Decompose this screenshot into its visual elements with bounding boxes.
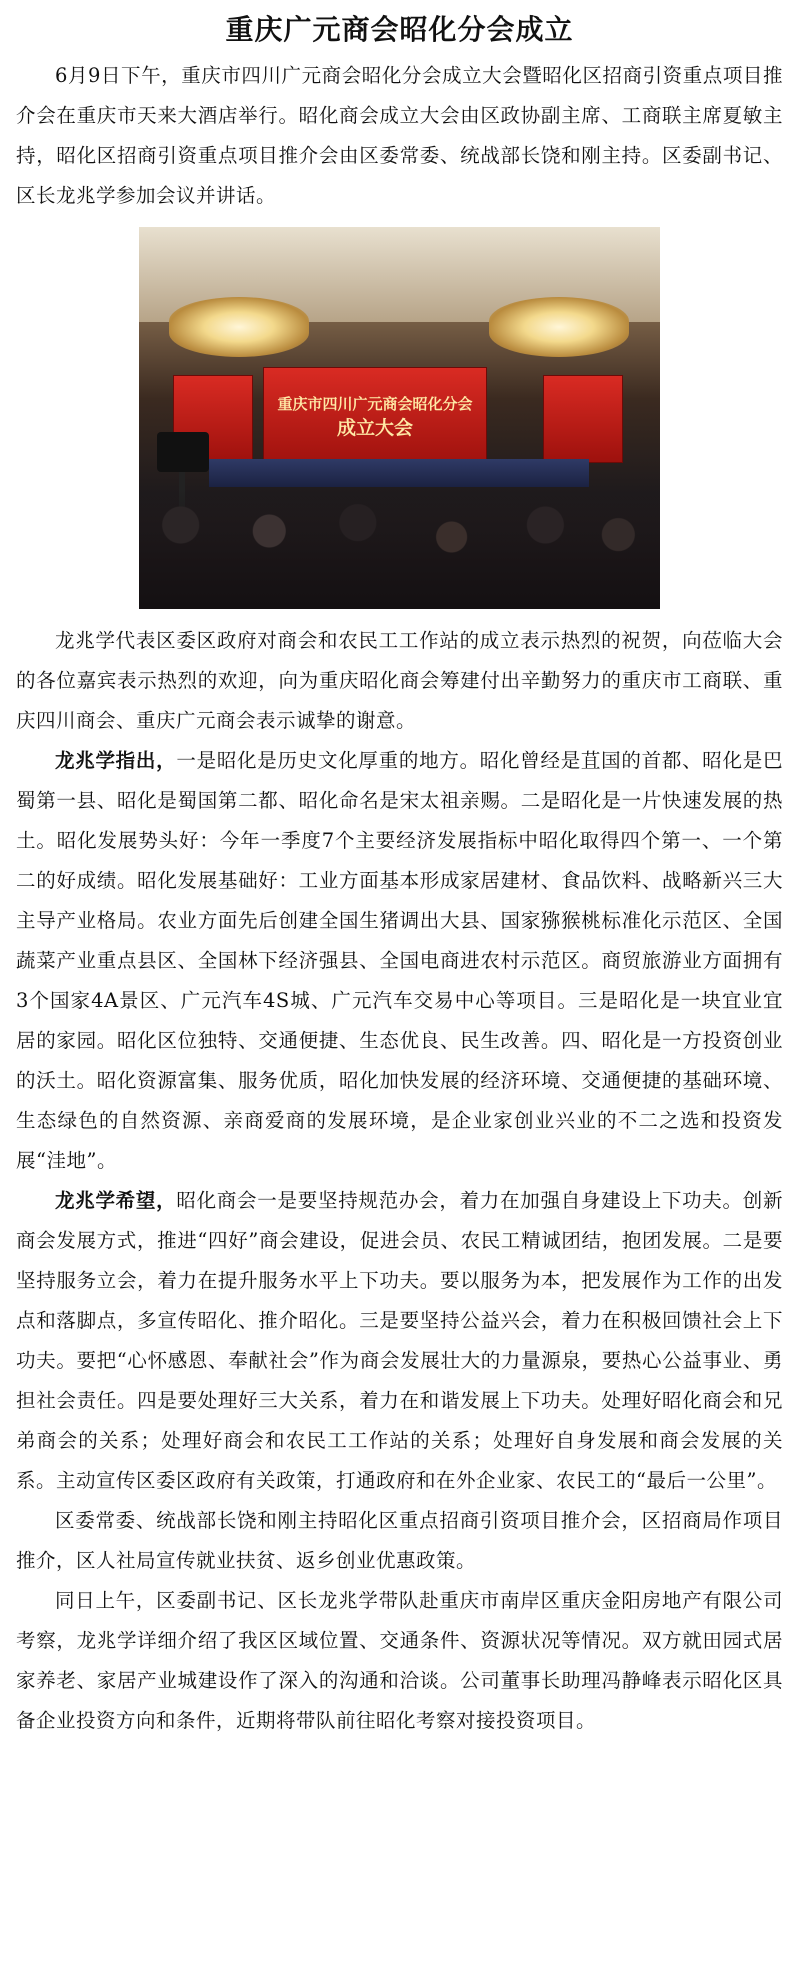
paragraph-congratulations: 龙兆学代表区委区政府对商会和农民工工作站的成立表示热烈的祝贺，向莅临大会的各位嘉宾表示热烈的欢迎，向为重庆昭化商会筹建付出辛勤努力的重庆市工商联、重庆四川商会、重庆广元商会表示诚挚的谢意。 (16, 629, 783, 732)
stage-main-screen (263, 367, 487, 467)
paragraph-project-promotion: 区委常委、统战部长饶和刚主持昭化区重点招商引资项目推介会，区招商局作项目推介，区人社局宣传就业扶贫、返乡创业优惠政策。 (16, 1509, 783, 1572)
paragraph-hopes-body: 昭化商会一是要坚持规范办会，着力在加强自身建设上下功夫。创新商会发展方式，推进“四好”商会建设，促进会员、农民工精诚团结，抱团发展。二是要坚持服务立会，着力在提升服务水平上下功夫。要以服务为本，把发展作为工作的出发点和落脚点，多宣传昭化、推介昭化。三是要坚持公益兴会，着力在积极回馈社会上下功夫。要把“心怀感恩、奉献社会”作为商会发展壮大的力量源泉，要热心公益事业、勇担社会责任。四是要处理好三大关系，着力在和谐发展上下功夫。处理好昭化商会和兄弟商会的关系；处理好商会和农民工工作站的关系；处理好自身发展和商会发展的关系。主动宣传区委区政府有关政策，打通政府和在外企业家、农民工的“最后一公里”。 (16, 1189, 783, 1492)
screen-text-line-2: 成立大会 (336, 417, 413, 439)
stage-table (209, 459, 589, 487)
paragraph-site-visit: 同日上午，区委副书记、区长龙兆学带队赴重庆市南岸区重庆金阳房地产有限公司考察，龙兆学详细介绍了我区区域位置、交通条件、资源状况等情况。双方就田园式居家养老、家居产业城建设作了深入的沟通和洽谈。公司董事长助理冯静峰表示昭化区具备企业投资方向和条件，近期将带队前往昭化考察对接投资项目。 (16, 1589, 783, 1732)
video-camera (157, 432, 209, 472)
chandelier-left (169, 297, 309, 357)
article-title: 重庆广元商会昭化分会成立 (225, 13, 574, 46)
chandelier-right (489, 297, 629, 357)
paragraph-points-body: 一是昭化是历史文化厚重的地方。昭化曾经是苴国的首都、昭化是巴蜀第一县、昭化是蜀国第二都、昭化命名是宋太祖亲赐。二是昭化是一片快速发展的热土。昭化发展势头好：今年一季度7个主要经济发展指标中昭化取得四个第一、一个第二的好成绩。昭化发展基础好：工业方面基本形成家居建材、食品饮料、战略新兴三大主导产业格局。农业方面先后创建全国生猪调出大县、国家猕猴桃标准化示范区、全国蔬菜产业重点县区、全国林下经济强县、全国电商进农村示范区。商贸旅游业方面拥有3个国家4A景区、广元汽车4S城、广元汽车交易中心等项目。三是昭化是一块宜业宜居的家园。昭化区位独特、交通便捷、生态优良、民生改善。四、昭化是一方投资创业的沃土。昭化资源富集、服务优质，昭化加快发展的经济环境、交通便捷的基础环境、生态绿色的自然资源、亲商爱商的发展环境，是企业家创业兴业的不二之选和投资发展“洼地”。 (16, 749, 783, 1172)
paragraph-intro: 6月9日下午，重庆市四川广元商会昭化分会成立大会暨昭化区招商引资重点项目推介会在重庆市天来大酒店举行。昭化商会成立大会由区政协副主席、工商联主席夏敏主持，昭化区招商引资重点项目推介会由区委常委、统战部长饶和刚主持。区委副书记、区长龙兆学参加会议并讲话。 (16, 64, 783, 207)
paragraph-hopes-lead: 龙兆学希望， (55, 1189, 177, 1212)
audience (139, 489, 660, 609)
paragraph-points (16, 741, 783, 1181)
paragraph-hopes (16, 1181, 783, 1501)
screen-text-line-1: 重庆市四川广元商会昭化分会 (277, 395, 473, 413)
side-screen-right (543, 375, 623, 463)
paragraph-points-lead: 龙兆学指出， (55, 749, 177, 772)
conference-photo (139, 227, 660, 609)
